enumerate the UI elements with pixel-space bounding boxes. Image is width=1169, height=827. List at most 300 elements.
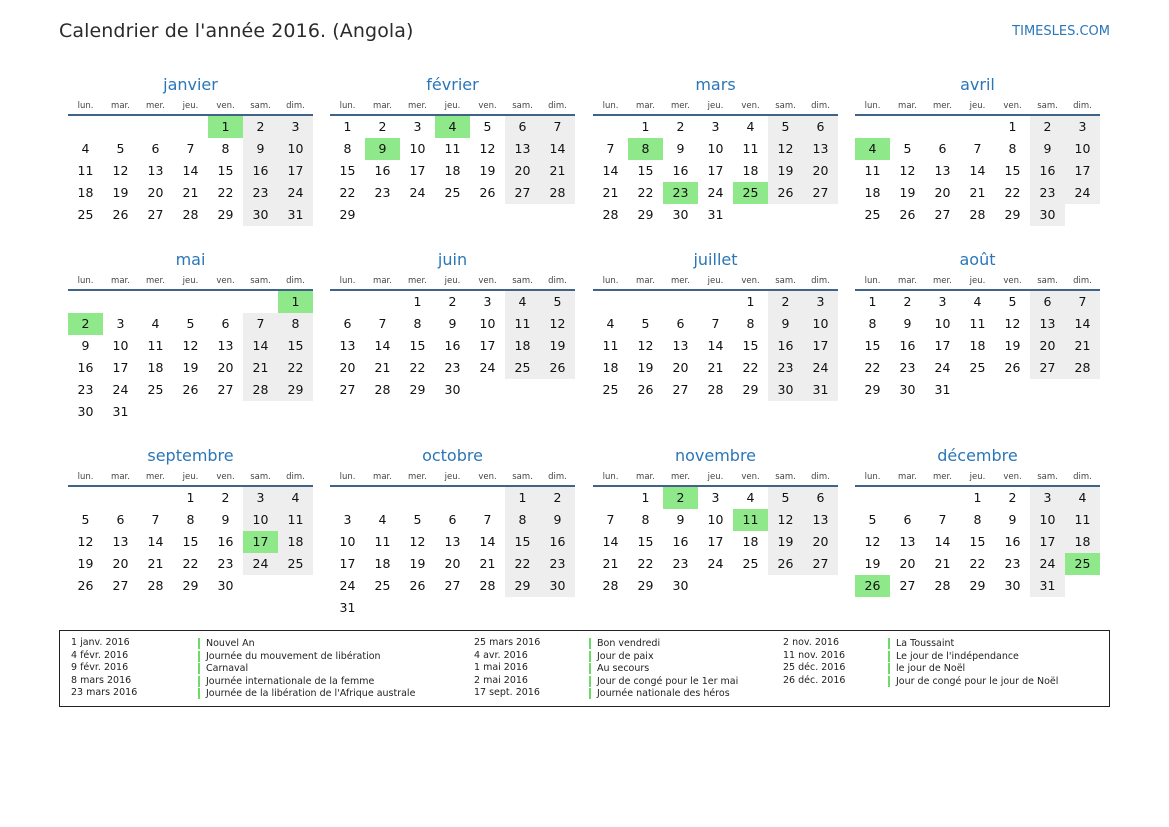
week-row — [593, 182, 838, 204]
week-row — [855, 553, 1100, 575]
day-cell: 25 — [77, 207, 94, 222]
day-cell: 1 — [343, 119, 352, 134]
week-row — [855, 379, 1100, 401]
empty-cell — [925, 487, 960, 509]
day-cell: 5 — [186, 316, 195, 331]
day-cell: 31 — [707, 207, 724, 222]
weekday-label: sam. — [250, 472, 271, 482]
weekday-label: mar. — [373, 101, 392, 111]
day-cell: 29 — [742, 382, 759, 397]
day-cell: 20 — [1030, 335, 1065, 357]
day-cell: 19 — [637, 360, 654, 375]
day-cell: 25 — [1065, 553, 1100, 575]
day-cell: 25 — [374, 578, 391, 593]
day-cell: 15 — [217, 163, 234, 178]
holiday-date: 2 nov. 2016 — [783, 637, 839, 648]
day-cell: 18 — [969, 338, 986, 353]
weekday-label: jeu. — [182, 101, 199, 111]
day-cell: 16 — [1030, 160, 1065, 182]
weekday-label: lun. — [77, 101, 94, 111]
day-cell: 19 — [112, 185, 129, 200]
day-cell: 11 — [374, 534, 391, 549]
day-cell: 29 — [864, 382, 881, 397]
day-cell: 13 — [444, 534, 461, 549]
day-cell: 29 — [339, 207, 356, 222]
day-cell: 9 — [768, 313, 803, 335]
weekday-label: mar. — [636, 472, 655, 482]
day-cell: 18 — [864, 185, 881, 200]
weekday-label: mar. — [111, 472, 130, 482]
day-cell: 23 — [77, 382, 94, 397]
weekday-header — [855, 273, 1100, 291]
weekday-label: ven. — [741, 101, 760, 111]
day-cell: 18 — [278, 531, 313, 553]
day-cell: 17 — [707, 163, 724, 178]
day-cell: 20 — [803, 160, 838, 182]
day-cell: 28 — [540, 182, 575, 204]
day-cell: 12 — [637, 338, 654, 353]
week-row — [330, 379, 575, 401]
day-cell: 3 — [278, 116, 313, 138]
weekday-label: mer. — [671, 472, 690, 482]
week-row — [68, 291, 313, 313]
week-row — [593, 357, 838, 379]
day-cell: 3 — [343, 512, 352, 527]
day-cell: 3 — [1030, 487, 1065, 509]
day-cell: 13 — [112, 534, 129, 549]
day-cell: 8 — [628, 138, 663, 160]
month-name: mai — [175, 250, 206, 269]
empty-cell — [803, 575, 838, 597]
day-cell: 25 — [602, 382, 619, 397]
day-cell: 9 — [1008, 512, 1017, 527]
holiday-name: Le jour de l'indépendance — [888, 651, 1019, 662]
day-cell: 3 — [711, 490, 720, 505]
day-cell: 29 — [969, 578, 986, 593]
holiday-name: Jour de paix — [589, 651, 654, 662]
weekday-label: sam. — [1037, 101, 1058, 111]
empty-cell — [243, 291, 278, 313]
week-row — [68, 553, 313, 575]
day-cell: 20 — [147, 185, 164, 200]
day-cell: 19 — [479, 163, 496, 178]
week-row — [330, 116, 575, 138]
weekday-label: sam. — [512, 276, 533, 286]
day-cell: 8 — [221, 141, 230, 156]
day-cell: 6 — [938, 141, 947, 156]
week-row — [330, 204, 575, 226]
day-cell: 10 — [278, 138, 313, 160]
weekday-label: sam. — [775, 101, 796, 111]
day-cell: 14 — [479, 534, 496, 549]
weekday-label: dim. — [811, 472, 830, 482]
empty-cell — [855, 487, 890, 509]
day-cell: 9 — [221, 512, 230, 527]
weekday-label: ven. — [741, 276, 760, 286]
month-11 — [855, 443, 1100, 597]
day-cell: 2 — [68, 313, 103, 335]
day-cell: 1 — [746, 294, 755, 309]
month-name: juillet — [693, 250, 738, 269]
day-cell: 20 — [934, 185, 951, 200]
day-cell: 28 — [243, 379, 278, 401]
day-cell: 12 — [768, 509, 803, 531]
day-cell: 6 — [803, 116, 838, 138]
week-row — [855, 487, 1100, 509]
day-cell: 6 — [803, 487, 838, 509]
weekday-header — [855, 469, 1100, 487]
week-row — [593, 291, 838, 313]
day-cell: 29 — [217, 207, 234, 222]
week-row — [855, 138, 1100, 160]
week-row — [330, 597, 575, 619]
week-row — [68, 116, 313, 138]
day-cell: 10 — [112, 338, 129, 353]
holiday-name: La Toussaint — [888, 638, 954, 649]
weekday-label: jeu. — [182, 472, 199, 482]
week-row — [330, 138, 575, 160]
week-row — [68, 487, 313, 509]
month-1 — [330, 72, 575, 226]
day-cell: 24 — [803, 357, 838, 379]
week-row — [68, 335, 313, 357]
empty-cell — [593, 487, 628, 509]
day-cell: 25 — [278, 553, 313, 575]
day-cell: 22 — [339, 185, 356, 200]
day-cell: 23 — [374, 185, 391, 200]
weekday-label: lun. — [864, 472, 881, 482]
day-cell: 7 — [973, 141, 982, 156]
day-cell: 24 — [339, 578, 356, 593]
day-cell: 23 — [1004, 556, 1021, 571]
day-cell: 22 — [637, 185, 654, 200]
day-cell: 30 — [672, 207, 689, 222]
day-cell: 24 — [409, 185, 426, 200]
weekday-label: lun. — [602, 101, 619, 111]
day-cell: 4 — [855, 138, 890, 160]
day-cell: 30 — [899, 382, 916, 397]
holiday-date: 17 sept. 2016 — [474, 687, 540, 698]
day-cell: 6 — [505, 116, 540, 138]
week-row — [855, 313, 1100, 335]
empty-cell — [365, 291, 400, 313]
weekday-label: mer. — [146, 276, 165, 286]
weekday-label: mar. — [898, 101, 917, 111]
empty-cell — [138, 116, 173, 138]
week-row — [855, 357, 1100, 379]
day-cell: 29 — [278, 379, 313, 401]
empty-cell — [540, 597, 575, 619]
month-7 — [855, 247, 1100, 401]
empty-cell — [208, 291, 243, 313]
day-cell: 8 — [278, 313, 313, 335]
day-cell: 8 — [413, 316, 422, 331]
day-cell: 19 — [77, 556, 94, 571]
day-cell: 1 — [641, 490, 650, 505]
holiday-legend — [59, 630, 1110, 707]
holiday-name: Nouvel An — [198, 638, 255, 649]
day-cell: 27 — [339, 382, 356, 397]
empty-cell — [803, 204, 838, 226]
day-cell: 15 — [505, 531, 540, 553]
weekday-label: jeu. — [182, 276, 199, 286]
day-cell: 21 — [540, 160, 575, 182]
weekday-label: ven. — [478, 276, 497, 286]
weekday-label: dim. — [811, 276, 830, 286]
day-cell: 18 — [602, 360, 619, 375]
week-row — [68, 313, 313, 335]
day-cell: 2 — [1008, 490, 1017, 505]
day-cell: 24 — [112, 382, 129, 397]
weekday-label: mar. — [373, 472, 392, 482]
day-cell: 26 — [899, 207, 916, 222]
day-cell: 26 — [479, 185, 496, 200]
weekday-label: jeu. — [444, 472, 461, 482]
day-cell: 29 — [637, 578, 654, 593]
weekday-label: ven. — [1003, 276, 1022, 286]
weekday-header — [330, 273, 575, 291]
weekday-label: ven. — [216, 472, 235, 482]
empty-cell — [470, 379, 505, 401]
day-cell: 10 — [243, 509, 278, 531]
day-cell: 15 — [637, 534, 654, 549]
weekday-label: sam. — [1037, 276, 1058, 286]
empty-cell — [960, 379, 995, 401]
day-cell: 27 — [444, 578, 461, 593]
empty-cell — [505, 597, 540, 619]
day-cell: 26 — [768, 182, 803, 204]
day-cell: 9 — [448, 316, 457, 331]
day-cell: 5 — [903, 141, 912, 156]
day-cell: 19 — [768, 160, 803, 182]
day-cell: 17 — [1065, 160, 1100, 182]
day-cell: 22 — [505, 553, 540, 575]
day-cell: 15 — [969, 534, 986, 549]
day-cell: 26 — [637, 382, 654, 397]
empty-cell — [890, 487, 925, 509]
day-cell: 27 — [803, 182, 838, 204]
week-row — [593, 487, 838, 509]
day-cell: 20 — [112, 556, 129, 571]
day-cell: 14 — [707, 338, 724, 353]
week-row — [855, 335, 1100, 357]
empty-cell — [925, 116, 960, 138]
empty-cell — [208, 401, 243, 423]
week-row — [593, 313, 838, 335]
day-cell: 7 — [151, 512, 160, 527]
day-cell: 15 — [182, 534, 199, 549]
weekday-label: sam. — [775, 472, 796, 482]
day-cell: 2 — [663, 487, 698, 509]
day-cell: 27 — [803, 553, 838, 575]
weekday-label: sam. — [250, 276, 271, 286]
day-cell: 12 — [182, 338, 199, 353]
day-cell: 17 — [278, 160, 313, 182]
day-cell: 1 — [186, 490, 195, 505]
empty-cell — [733, 204, 768, 226]
day-cell: 3 — [483, 294, 492, 309]
week-row — [330, 487, 575, 509]
empty-cell — [138, 291, 173, 313]
day-cell: 24 — [707, 185, 724, 200]
holiday-name: Journée nationale des héros — [589, 688, 730, 699]
day-cell: 29 — [182, 578, 199, 593]
day-cell: 18 — [147, 360, 164, 375]
day-cell: 18 — [444, 163, 461, 178]
day-cell: 22 — [217, 185, 234, 200]
week-row — [330, 291, 575, 313]
month-name: septembre — [147, 446, 234, 465]
weekday-label: jeu. — [969, 101, 986, 111]
day-cell: 22 — [278, 357, 313, 379]
month-name: juin — [437, 250, 468, 269]
week-row — [68, 401, 313, 423]
day-cell: 21 — [182, 185, 199, 200]
day-cell: 20 — [444, 556, 461, 571]
holiday-date: 2 mai 2016 — [474, 674, 528, 686]
day-cell: 14 — [602, 163, 619, 178]
day-cell: 3 — [243, 487, 278, 509]
day-cell: 19 — [768, 531, 803, 553]
day-cell: 29 — [505, 575, 540, 597]
empty-cell — [103, 291, 138, 313]
empty-cell — [1065, 575, 1100, 597]
month-name: novembre — [674, 446, 757, 465]
empty-cell — [593, 291, 628, 313]
holiday-date: 25 mars 2016 — [474, 637, 541, 648]
weekday-label: ven. — [478, 101, 497, 111]
weekday-label: jeu. — [969, 276, 986, 286]
empty-cell — [470, 487, 505, 509]
weekday-label: jeu. — [707, 276, 724, 286]
day-cell: 16 — [768, 335, 803, 357]
day-cell: 9 — [243, 138, 278, 160]
day-cell: 28 — [707, 382, 724, 397]
weekday-label: mer. — [671, 101, 690, 111]
holiday-name: Journée internationale de la femme — [198, 676, 374, 687]
day-cell: 21 — [969, 185, 986, 200]
day-cell: 1 — [641, 119, 650, 134]
day-cell: 17 — [112, 360, 129, 375]
day-cell: 11 — [444, 141, 461, 156]
weekday-label: lun. — [339, 276, 356, 286]
week-row — [593, 509, 838, 531]
day-cell: 30 — [77, 404, 94, 419]
weekday-label: mer. — [408, 101, 427, 111]
day-cell: 31 — [278, 204, 313, 226]
day-cell: 25 — [733, 182, 768, 204]
empty-cell — [365, 597, 400, 619]
day-cell: 16 — [374, 163, 391, 178]
week-row — [330, 575, 575, 597]
empty-cell — [435, 204, 470, 226]
empty-cell — [435, 487, 470, 509]
day-cell: 19 — [899, 185, 916, 200]
day-cell: 28 — [147, 578, 164, 593]
day-cell: 17 — [1030, 531, 1065, 553]
day-cell: 5 — [483, 119, 492, 134]
holiday-name: Carnaval — [198, 663, 248, 674]
day-cell: 13 — [934, 163, 951, 178]
day-cell: 19 — [409, 556, 426, 571]
empty-cell — [505, 204, 540, 226]
empty-cell — [400, 597, 435, 619]
empty-cell — [103, 487, 138, 509]
day-cell: 2 — [448, 294, 457, 309]
day-cell: 27 — [672, 382, 689, 397]
day-cell: 11 — [1065, 509, 1100, 531]
weekday-label: ven. — [741, 472, 760, 482]
day-cell: 6 — [676, 316, 685, 331]
day-cell: 31 — [339, 600, 356, 615]
day-cell: 10 — [479, 316, 496, 331]
day-cell: 10 — [1030, 509, 1065, 531]
day-cell: 27 — [217, 382, 234, 397]
empty-cell — [628, 291, 663, 313]
empty-cell — [103, 116, 138, 138]
holiday-name: Journée du mouvement de libération — [198, 651, 381, 662]
empty-cell — [173, 291, 208, 313]
day-cell: 4 — [278, 487, 313, 509]
day-cell: 23 — [899, 360, 916, 375]
weekday-label: mar. — [636, 101, 655, 111]
day-cell: 9 — [676, 512, 685, 527]
month-2 — [593, 72, 838, 226]
month-3 — [855, 72, 1100, 226]
month-name: août — [959, 250, 996, 269]
day-cell: 28 — [602, 207, 619, 222]
holiday-name: le jour de Noël — [888, 663, 965, 674]
week-row — [68, 531, 313, 553]
day-cell: 30 — [217, 578, 234, 593]
day-cell: 27 — [505, 182, 540, 204]
day-cell: 2 — [768, 291, 803, 313]
day-cell: 14 — [374, 338, 391, 353]
day-cell: 25 — [742, 556, 759, 571]
day-cell: 10 — [1065, 138, 1100, 160]
site-link[interactable]: TIMESLES.COM — [1012, 24, 1110, 39]
weekday-label: jeu. — [707, 101, 724, 111]
week-row — [855, 291, 1100, 313]
day-cell: 31 — [934, 382, 951, 397]
weekday-label: ven. — [1003, 101, 1022, 111]
weekday-label: ven. — [1003, 472, 1022, 482]
day-cell: 30 — [1004, 578, 1021, 593]
day-cell: 10 — [409, 141, 426, 156]
day-cell: 21 — [934, 556, 951, 571]
weekday-label: sam. — [250, 101, 271, 111]
day-cell: 11 — [278, 509, 313, 531]
day-cell: 30 — [672, 578, 689, 593]
day-cell: 8 — [746, 316, 755, 331]
empty-cell — [1030, 379, 1065, 401]
week-row — [330, 553, 575, 575]
empty-cell — [470, 597, 505, 619]
day-cell: 15 — [1004, 163, 1021, 178]
day-cell: 9 — [676, 141, 685, 156]
empty-cell — [400, 487, 435, 509]
day-cell: 15 — [864, 338, 881, 353]
weekday-label: jeu. — [444, 101, 461, 111]
day-cell: 5 — [868, 512, 877, 527]
day-cell: 23 — [217, 556, 234, 571]
day-cell: 4 — [81, 141, 90, 156]
day-cell: 21 — [147, 556, 164, 571]
day-cell: 3 — [1065, 116, 1100, 138]
day-cell: 16 — [217, 534, 234, 549]
day-cell: 22 — [969, 556, 986, 571]
day-cell: 15 — [409, 338, 426, 353]
